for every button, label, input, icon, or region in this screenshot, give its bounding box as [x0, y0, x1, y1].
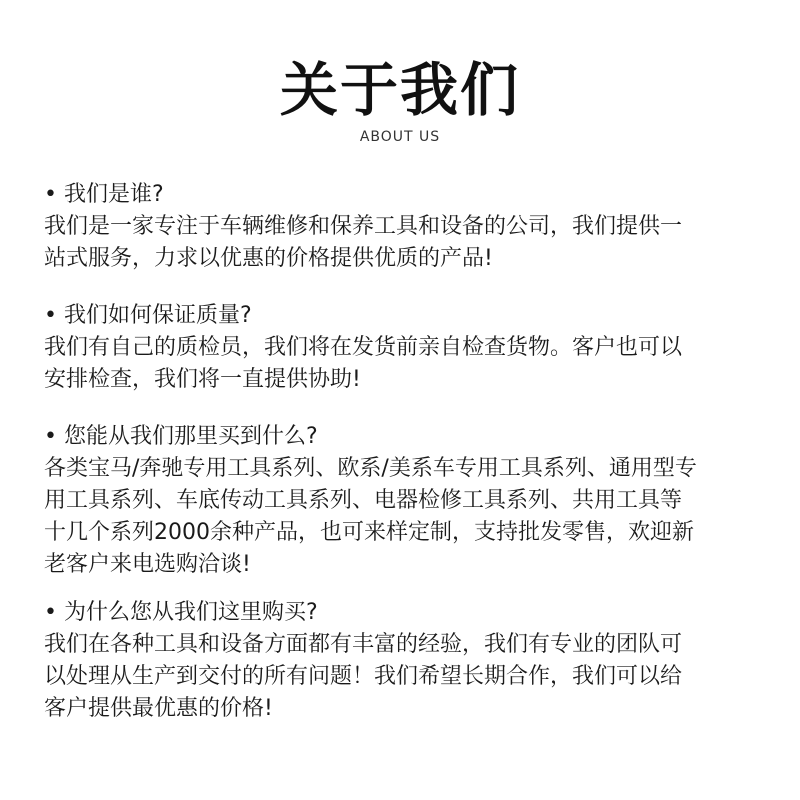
answer-line: 我们是一家专注于车辆维修和保养工具和设备的公司，我们提供一 [44, 214, 683, 239]
answer-line: 站式服务，力求以优惠的价格提供优质的产品! [44, 246, 493, 271]
bullet-icon: • [44, 182, 57, 207]
faq-section-quality [44, 300, 760, 396]
answer-line: 客户提供最优惠的价格! [44, 696, 273, 721]
faq-question [44, 300, 760, 332]
answer-line: 各类宝马/奔驰专用工具系列、欧系/美系车专用工具系列、通用型专 [44, 456, 697, 481]
question-text: 我们是谁? [64, 182, 164, 207]
question-text: 为什么您从我们这里购买? [64, 600, 318, 625]
question-text: 我们如何保证质量? [64, 303, 252, 328]
faq-question [44, 597, 760, 629]
answer-line: 十几个系列2000余种产品，也可来样定制，支持批发零售，欢迎新 [44, 520, 694, 545]
question-text: 您能从我们那里买到什么? [64, 424, 318, 449]
page-subtitle: ABOUT US [359, 129, 441, 145]
faq-section-who-we-are [44, 179, 760, 275]
bullet-icon: • [44, 424, 57, 449]
answer-line: 以处理从生产到交付的所有问题！我们希望长期合作，我们可以给 [44, 664, 683, 689]
answer-line: 我们在各种工具和设备方面都有丰富的经验，我们有专业的团队可 [44, 632, 683, 657]
faq-section-products [44, 421, 760, 581]
bullet-icon: • [44, 303, 57, 328]
faq-section-why-buy [44, 597, 760, 725]
answer-line: 用工具系列、车底传动工具系列、电器检修工具系列、共用工具等 [44, 488, 683, 513]
bullet-icon: • [44, 600, 57, 625]
answer-line: 老客户来电选购洽谈! [44, 552, 251, 577]
page-title: 关于我们 [279, 56, 520, 124]
answer-line: 安排检查，我们将一直提供协助! [44, 367, 361, 392]
faq-question [44, 421, 760, 453]
answer-line: 我们有自己的质检员，我们将在发货前亲自检查货物。客户也可以 [44, 335, 683, 360]
faq-question [44, 179, 760, 211]
